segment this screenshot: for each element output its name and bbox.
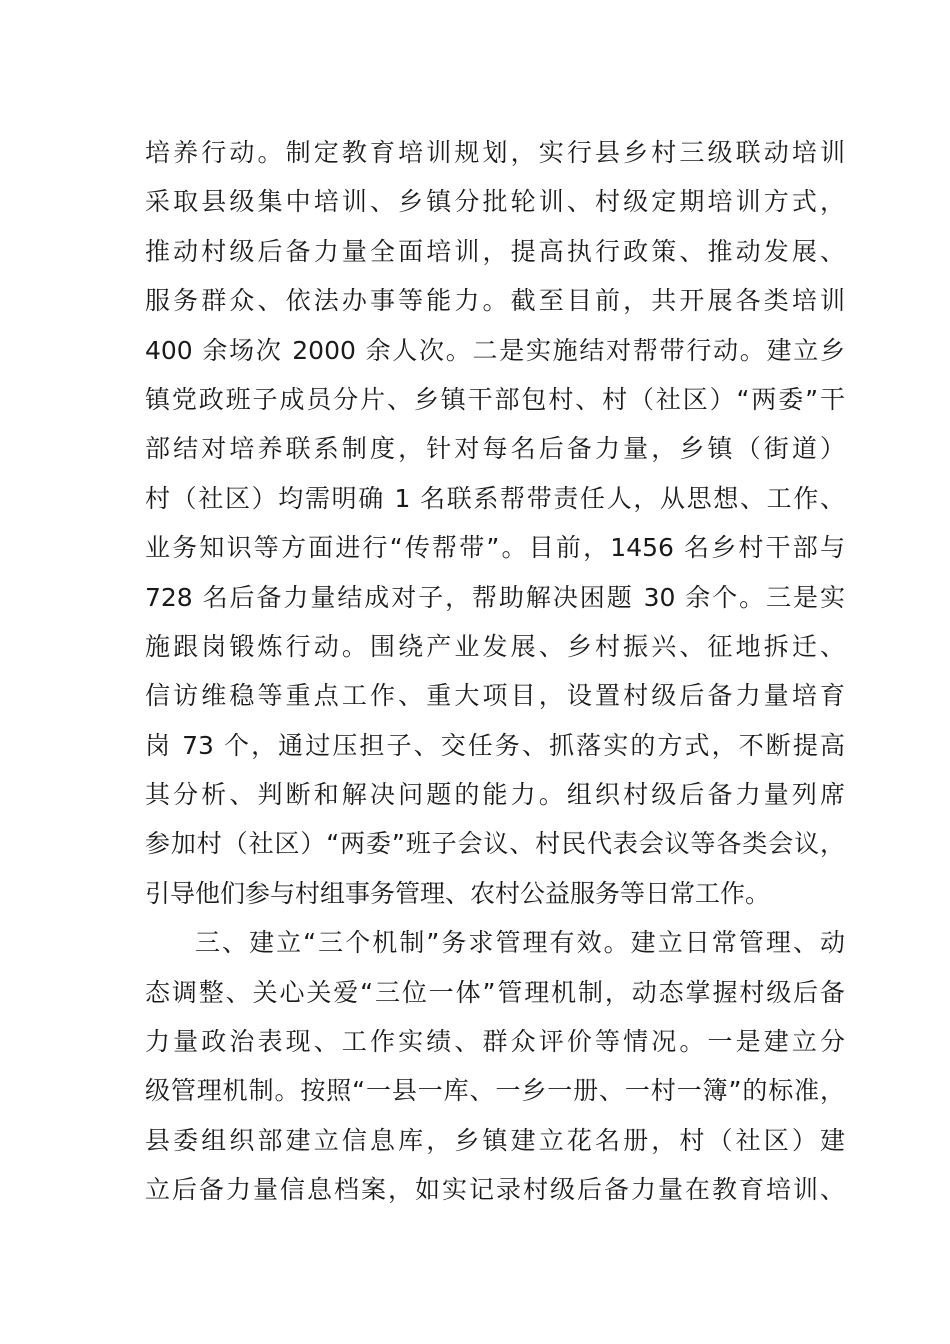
document-body: [145, 128, 845, 1215]
paragraph-training-actions: [145, 128, 845, 918]
text-line: 采取县级集中培训、乡镇分批轮训、村级定期培训方式，: [145, 187, 845, 217]
text-line: 728 名后备力量结成对子，帮助解决困题 30 余个。三是实: [145, 582, 845, 612]
text-line: 信访维稳等重点工作、重大项目，设置村级后备力量培育: [145, 681, 845, 711]
text-line: 参加村（社区）“两委”班子会议、村民代表会议等各类会议，: [145, 829, 845, 859]
text-line: 立后备力量信息档案，如实记录村级后备力量在教育培训、: [145, 1175, 845, 1205]
text-line: 态调整、关心关爱“三位一体”管理机制，动态掌握村级后备: [145, 977, 845, 1007]
text-line: 部结对培养联系制度，针对每名后备力量，乡镇（街道）: [145, 434, 845, 464]
text-line: 推动村级后备力量全面培训，提高执行政策、推动发展、: [145, 236, 845, 266]
text-line: 业务知识等方面进行“传帮带”。目前，1456 名乡村干部与: [145, 533, 845, 563]
text-line: 其分析、判断和解决问题的能力。组织村级后备力量列席: [145, 780, 845, 810]
text-line: 县委组织部建立信息库，乡镇建立花名册，村（社区）建: [145, 1125, 845, 1155]
text-line: 400 余场次 2000 余人次。二是实施结对帮带行动。建立乡: [145, 335, 845, 365]
text-line: 培养行动。制定教育培训规划，实行县乡村三级联动培训: [145, 138, 845, 167]
text-line: 力量政治表现、工作实绩、群众评价等情况。一是建立分: [145, 1027, 845, 1057]
text-line: 施跟岗锻炼行动。围绕产业发展、乡村振兴、征地拆迁、: [145, 631, 845, 661]
section-heading-line: 三、建立“三个机制”务求管理有效。建立日常管理、动: [195, 928, 845, 958]
text-line: 引导他们参与村组事务管理、农村公益服务等日常工作。: [145, 878, 771, 908]
text-line: 级管理机制。按照“一县一库、一乡一册、一村一簿”的标准，: [145, 1076, 845, 1106]
text-line: 岗 73 个，通过压担子、交任务、抓落实的方式，不断提高: [145, 730, 845, 760]
text-line: 镇党政班子成员分片、乡镇干部包村、村（社区）“两委”干: [145, 384, 845, 414]
text-line: 服务群众、依法办事等能力。截至目前，共开展各类培训: [145, 286, 845, 316]
paragraph-management-mechanisms: [145, 918, 845, 1214]
text-line: 村（社区）均需明确 1 名联系帮带责任人，从思想、工作、: [145, 483, 845, 513]
